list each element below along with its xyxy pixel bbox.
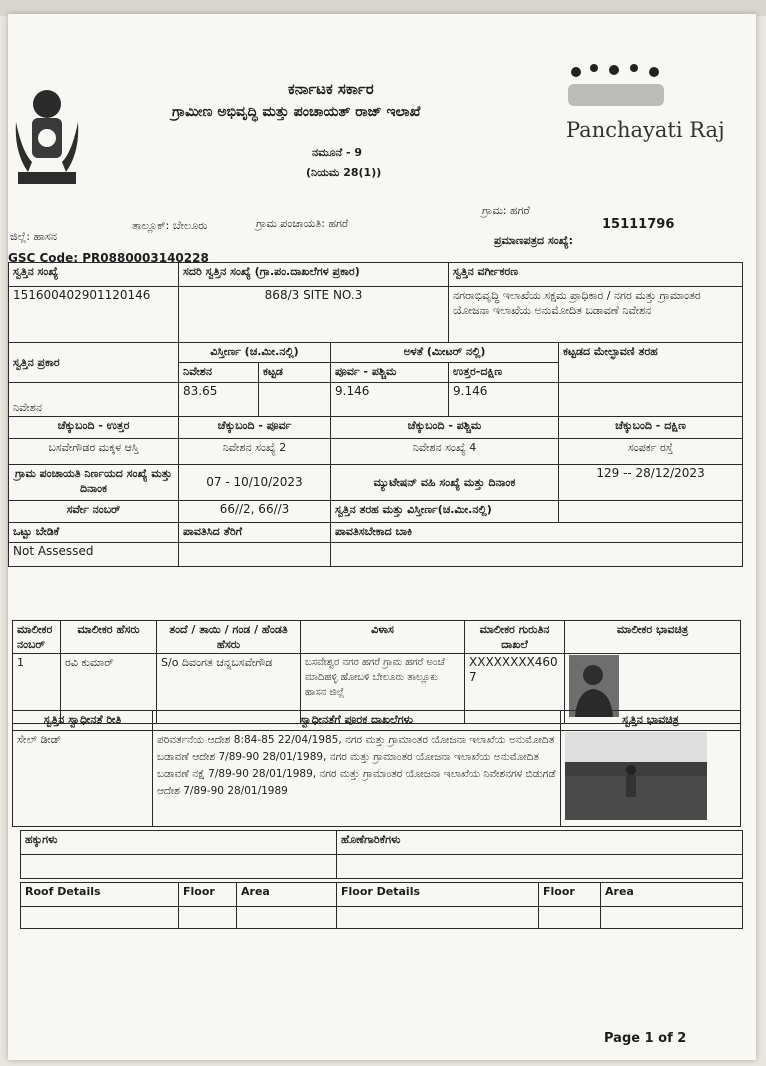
property-photo-label: ಸ್ವತ್ತಿನ ಭಾವಚಿತ್ರ (561, 711, 741, 731)
roof-type-value (559, 383, 743, 417)
property-photo-cell (561, 731, 741, 827)
govt-title: ಕರ್ನಾಟಕ ಸರ್ಕಾರ (288, 80, 374, 98)
form-number: ನಮೂನೆ - 9 (312, 146, 363, 159)
tax-due-label: ಪಾವತಿಸಬೇಕಾದ ಬಾಕಿ (331, 523, 743, 543)
village: ಗ್ರಾಮ: ಹಗರೆ (482, 204, 530, 217)
nature-area-value (559, 501, 743, 523)
north-south-value: 9.146 (449, 383, 559, 417)
resolution-label: ಗ್ರಾಮ ಪಂಚಾಯತಿ ನಿರ್ಣಯದ ಸಂಖ್ಯೆ ಮತ್ತು ದಿನಾಂಕ (9, 465, 179, 501)
floor-details-value (337, 907, 539, 929)
certificate-number: 15111796 (602, 217, 675, 232)
owner-name-label: ಮಾಲೀಕರ ಹೆಸರು (61, 621, 157, 654)
address-value: ಬಸವೇಶ್ವರ ನಗರ ಹಗರೆ ಗ್ರಾಮ ಹಗರೆ ಅಂಚೆ ಮಾದಿಹಳ್ಳಿ ಹೋಬಳಿ ಬೇಲೂರು ತಾಲ್ಲೂಕು ಹಾಸನ ಜಿಲ್ಲೆ (301, 654, 465, 724)
gsc-code: GSC Code: PR0880003140228 (8, 251, 209, 265)
owner-photo-label: ಮಾಲೀಕರ ಭಾವಚಿತ್ರ (565, 621, 741, 654)
supporting-docs-label: ಸ್ವಾಧೀನತೆಗೆ ಪೂರಕ ದಾಖಲೆಗಳು (153, 711, 561, 731)
mutation-label: ಮ್ಯುಟೇಷನ್ ವಹಿ ಸಂಖ್ಯೆ ಮತ್ತು ದಿನಾಂಕ (331, 465, 559, 501)
tax-due-value (331, 543, 743, 567)
total-demand-value: Not Assessed (9, 543, 179, 567)
property-table (8, 262, 743, 567)
west-boundary-label: ಚೆಕ್ಕುಬಂದಿ - ಪಶ್ಚಿಮ (331, 417, 559, 439)
owner-no-label: ಮಾಲೀಕರ ನಂಬರ್ (13, 621, 61, 654)
owner-photo-icon (569, 655, 619, 717)
roof-type-label: ಕಟ್ಟಡದ ಮೇಲ್ಛಾವಣಿ ತರಹ (559, 343, 743, 383)
tax-paid-label: ಪಾವತಿಸಿದ ತೆರಿಗೆ (179, 523, 331, 543)
rule-number: (ನಿಯಮ 28(1)) (306, 166, 382, 179)
area-label: ವಿಸ್ತೀರ್ಣ (ಚ.ಮೀ.ನಲ್ಲಿ) (179, 343, 331, 363)
floor-value-2 (539, 907, 601, 929)
liabilities-value (337, 855, 743, 879)
floor-value-1 (179, 907, 237, 929)
survey-label: ಸರ್ವೇ ನಂಬರ್ (9, 501, 179, 523)
gram-panchayat: ಗ್ರಾಮ ಪಂಚಾಯತಿ: ಹಗರೆ (256, 217, 349, 230)
area-value-1 (237, 907, 337, 929)
id-proof-value: XXXXXXXX4607 (465, 654, 565, 724)
classification-label: ಸ್ವತ್ತಿನ ವರ್ಗೀಕರಣ (449, 263, 743, 287)
building-area-value (259, 383, 331, 417)
area-value-2 (601, 907, 743, 929)
site-area-value: 83.65 (179, 383, 259, 417)
rights-value (21, 855, 337, 879)
owner-name-value: ರವಿ ಕುಮಾರ್ (61, 654, 157, 724)
east-boundary-label: ಚೆಕ್ಕುಬಂದಿ - ಪೂರ್ವ (179, 417, 331, 439)
local-id-value: 868/3 SITE NO.3 (179, 287, 449, 343)
property-id-label: ಸ್ವತ್ತಿನ ಸಂಖ್ಯೆ (9, 263, 179, 287)
id-proof-label: ಮಾಲೀಕರ ಗುರುತಿನ ದಾಖಲೆ (465, 621, 565, 654)
relation-label: ತಂದೆ / ತಾಯಿ / ಗಂಡ / ಹೆಂಡತಿ ಹೆಸರು (157, 621, 301, 654)
owner-table (12, 620, 741, 724)
site-label: ನಿವೇಶನ (179, 363, 259, 383)
roof-details-label: Roof Details (21, 883, 179, 907)
details-table (20, 882, 743, 929)
east-west-label: ಪೂರ್ವ - ಪಶ್ಚಿಮ (331, 363, 449, 383)
certificate-label: ಪ್ರಮಾಣಪತ್ರದ ಸಂಖ್ಯೆ: (494, 234, 574, 247)
panchayati-raj-logo-icon (562, 60, 672, 112)
property-id-value: 15160040290112014​6 (9, 287, 179, 343)
area-label-2: Area (601, 883, 743, 907)
resolution-value: 07 - 10/10/2023 (179, 465, 331, 501)
karnataka-emblem-icon (8, 82, 86, 192)
south-boundary-label: ಚೆಕ್ಕುಬಂದಿ - ದಕ್ಷಿಣ (559, 417, 743, 439)
rights-table (20, 830, 743, 879)
dimension-label: ಅಳತೆ (ಮೀಟರ್ ನಲ್ಲಿ) (331, 343, 559, 363)
mutation-value: 129 -- 28/12/2023 (559, 465, 743, 501)
east-boundary-value: ನಿವೇಶನ ಸಂಖ್ಯೆ 2 (179, 439, 331, 465)
survey-value: 66//2, 66//3 (179, 501, 331, 523)
east-west-value: 9.146 (331, 383, 449, 417)
building-label: ಕಟ್ಟಡ (259, 363, 331, 383)
west-boundary-value: ನಿವೇಶನ ಸಂಖ್ಯೆ 4 (331, 439, 559, 465)
local-id-label: ಸದರಿ ಸ್ವತ್ತಿನ ಸಂಖ್ಯೆ (ಗ್ರಾ.ಪಂ.ದಾಖಲೆಗಳ ಪ್ರಕಾರ) (179, 263, 449, 287)
south-boundary-value: ಸಂಪರ್ಕ ರಸ್ತೆ (559, 439, 743, 465)
district: ಜಿಲ್ಲೆ: ಹಾಸನ (10, 230, 57, 243)
north-south-label: ಉತ್ತರ-ದಕ್ಷಿಣ (449, 363, 559, 383)
north-boundary-value: ಬಸವೇಗೌಡರ ಮಕ್ಕಳ ಆಸ್ತಿ (9, 439, 179, 465)
address-label: ವಿಳಾಸ (301, 621, 465, 654)
rights-label: ಹಕ್ಕುಗಳು (21, 831, 337, 855)
supporting-docs-value: ಪರಿವರ್ತನೆಯ ಆದೇಶ 8:84-85 22/04/1985, ನಗರ ಮತ್ತು ಗ್ರಾಮಾಂತರ ಯೋಜನಾ ಇಲಾಖೆಯ ಅನುಮೋದಿತ ಬಡಾವಣೆ ಆದೇಶ 7/89-90 28/01/1989, ನಗರ ಮತ್ತು ಗ್ರಾಮಾಂತರ ಯೋಜನಾ ಇಲಾಖೆಯ ಅನುಮೋದಿತ ಬಡಾವಣೆ ನಕ್ಷೆ 7/89-90 28/01/1989, ನಗರ ಮತ್ತು ಗ್ರಾಮಾಂತರ ಯೋಜನಾ ಇಲಾಖೆಯ ನಿವೇಶನಗಳ ಬಿಡುಗಡೆ ಆದೇಶ 7/89-90 28/01/1989 (153, 731, 561, 827)
page-number: Page 1 of 2 (604, 1031, 687, 1046)
brand-name: Panchayati Raj (566, 118, 725, 142)
floor-label-1: Floor (179, 883, 237, 907)
nature-area-label: ಸ್ವತ್ತಿನ ತರಹ ಮತ್ತು ವಿಸ್ತೀರ್ಣ(ಚ.ಮೀ.ನಲ್ಲಿ) (331, 501, 559, 523)
dept-title: ಗ್ರಾಮೀಣ ಅಭಿವೃದ್ಧಿ ಮತ್ತು ಪಂಚಾಯತ್ ರಾಜ್ ಇಲಾಖೆ (172, 104, 421, 120)
ownership-mode-label: ಸ್ವತ್ತಿನ ಸ್ವಾಧೀನತೆ ರೀತಿ (13, 711, 153, 731)
north-boundary-label: ಚೆಕ್ಕುಬಂದಿ - ಉತ್ತರ (9, 417, 179, 439)
total-demand-label: ಒಟ್ಟು ಬೇಡಿಕೆ (9, 523, 179, 543)
floor-label-2: Floor (539, 883, 601, 907)
property-type-label: ಸ್ವತ್ತಿನ ಪ್ರಕಾರ (9, 343, 179, 383)
relation-value: S/o ದಿವಂಗತ ಚನ್ನಬಸವೇಗೌಡ (157, 654, 301, 724)
tax-paid-value (179, 543, 331, 567)
roof-details-value (21, 907, 179, 929)
owner-no-value: 1 (13, 654, 61, 724)
property-photo-icon (565, 732, 707, 820)
floor-details-label: Floor Details (337, 883, 539, 907)
taluk: ತಾಲ್ಲೂಕ್: ಬೇಲೂರು (132, 219, 208, 232)
liabilities-label: ಹೊಣೆಗಾರಿಕೆಗಳು (337, 831, 743, 855)
ownership-table (12, 710, 741, 827)
classification-value: ನಗರಾಭಿವೃದ್ಧಿ ಇಲಾಖೆಯ ಸಕ್ಷಮ ಪ್ರಾಧಿಕಾರ / ನಗರ ಮತ್ತು ಗ್ರಾಮಾಂತರ ಯೋಜನಾ ಇಲಾಖೆಯ ಅನುಮೋದಿತ ಬಡಾವಣೆ ನಿವೇಶನ (449, 287, 743, 343)
area-label-1: Area (237, 883, 337, 907)
property-type-value: ನಿವೇಶನ (9, 383, 179, 417)
ownership-mode-value: ಸೇಲ್ ಡೀಡ್ (13, 731, 153, 827)
